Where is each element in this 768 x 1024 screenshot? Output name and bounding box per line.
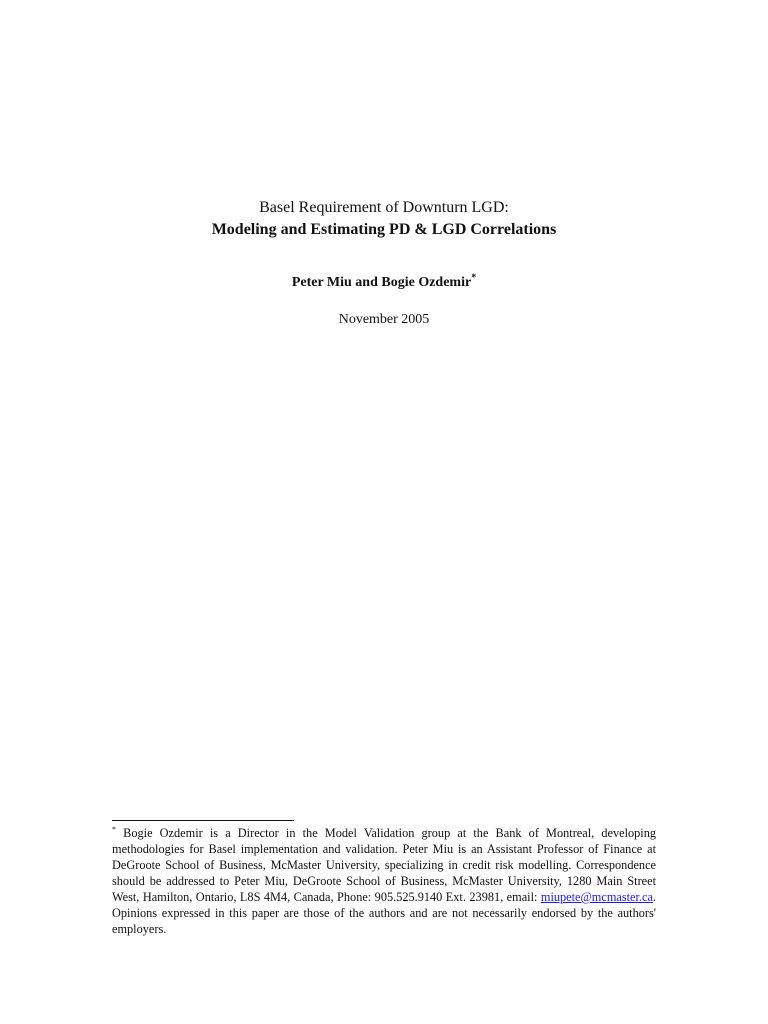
paper-date: November 2005: [338, 312, 430, 327]
authors-text: Peter Miu and Bogie Ozdemir: [291, 275, 472, 290]
paper-title-line-1: Basel Requirement of Downturn LGD:: [259, 199, 509, 216]
author-footnote-marker: *: [471, 272, 477, 284]
footnote: [112, 825, 656, 937]
footnote-divider: [112, 820, 294, 821]
footnote-text-end: . Opinions expressed in this paper are those of the authors and are not necessarily endorsed by the authors' employers.: [112, 890, 656, 936]
paper-title-line-2: Modeling and Estimating PD & LGD Correlations: [211, 221, 557, 238]
paper-authors: [0, 274, 768, 292]
footnote-marker: *: [112, 824, 116, 834]
email-link[interactable]: miupete@mcmaster.ca: [540, 890, 653, 904]
footnote-text: Bogie Ozdemir is a Director in the Model Validation group at the Bank of Montreal, developing methodologies for Basel implementation and validation. Peter Miu is an Assistant Professor of Finance at DeGroote School of Business, McMaster University, specializing in credit risk modelling. Correspondence should be addressed to Peter Miu, DeGroote School of Business, McMaster University, 1280 Main Street West, Hamilton, Ontario, L8S 4M4, Canada, Phone: 905.525.9140 Ext. 23981, email:: [112, 826, 656, 904]
